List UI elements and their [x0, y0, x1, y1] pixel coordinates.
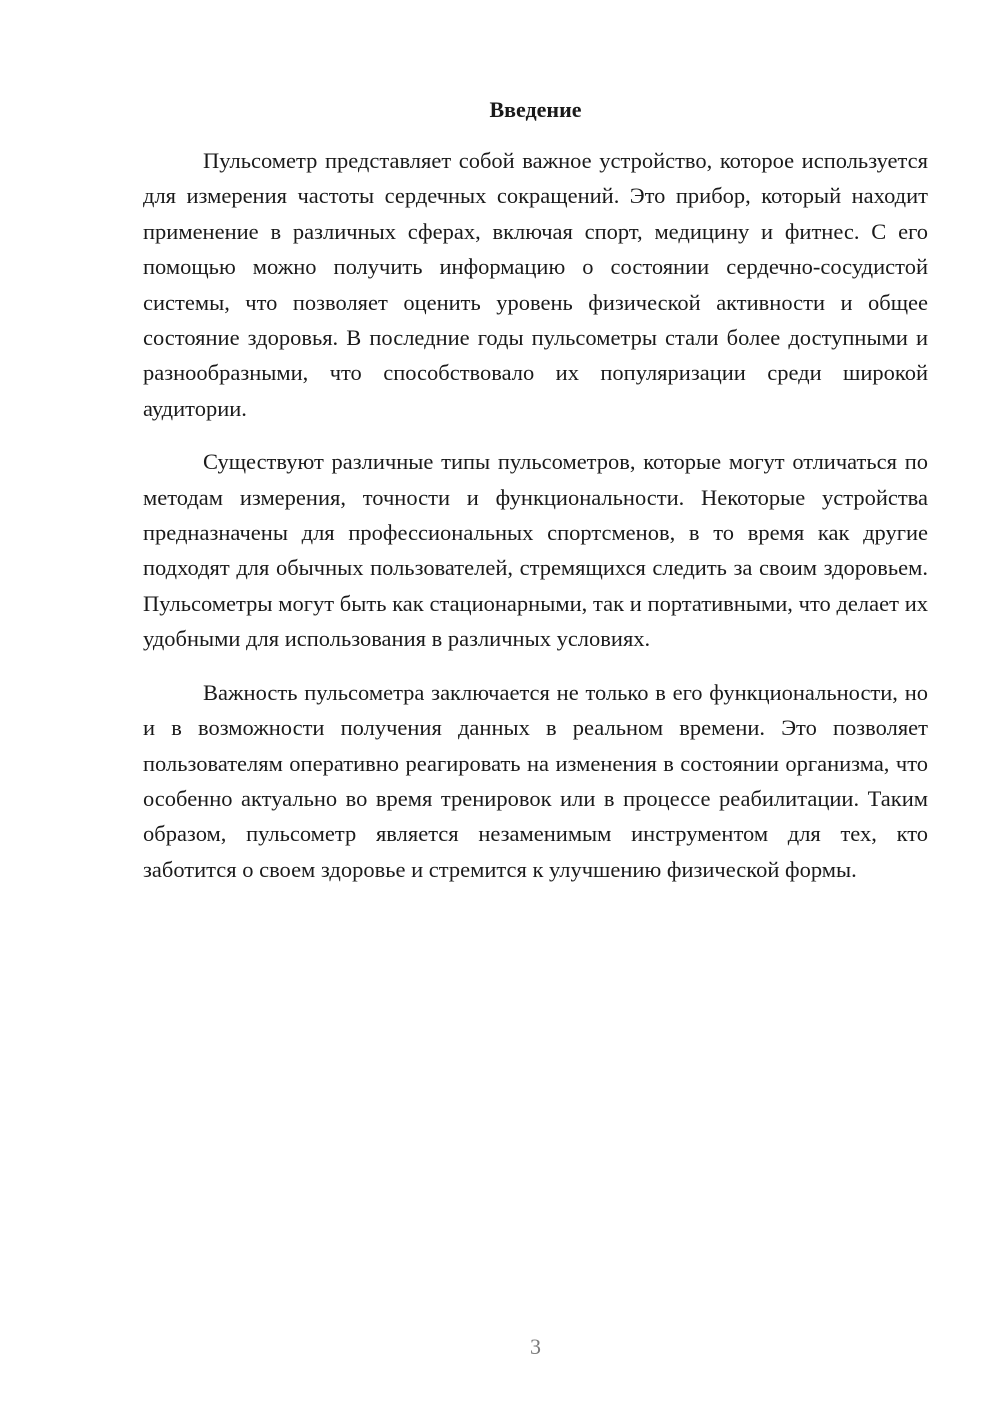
body-text — [143, 143, 928, 905]
paragraph-2: Существуют различные типы пульсометров, которые могут отличаться по методам измерения, точности и функциональности. Некоторые устройства предназначены для профессиональных спортсменов, в то время как другие подходят для обычных пользователей, стремящихся следить за своим здоровьем. Пульсометры могут быть как стационарными, так и портативными, что делает их удобными для использования в различных условиях. — [143, 449, 928, 652]
paragraph-3: Важность пульсометра заключается не только в его функциональности, но и в возможности получения данных в реальном времени. Это позволяет пользователям оперативно реагировать на изменения в состоянии организма, что особенно актуально во время тренировок или в процессе реабилитации. Таким образом, пульсометр является незаменимым инструментом для тех, кто заботится о своем здоровье и стремится к улучшению физической формы. — [143, 679, 928, 882]
section-title: Введение — [489, 97, 582, 122]
page-number: 3 — [530, 1334, 541, 1359]
paragraph-1: Пульсометр представляет собой важное устройство, которое используется для измерения частоты сердечных сокращений. Это прибор, который находит применение в различных сферах, включая спорт, медицину и фитнес. С его помощью можно получить информацию о состоянии сердечно-сосудистой системы, что позволяет оценить уровень физической активности и общее состояние здоровья. В последние годы пульсометры стали более доступными и разнообразными, что способствовало их популяризации среди широкой аудитории. — [143, 148, 928, 421]
